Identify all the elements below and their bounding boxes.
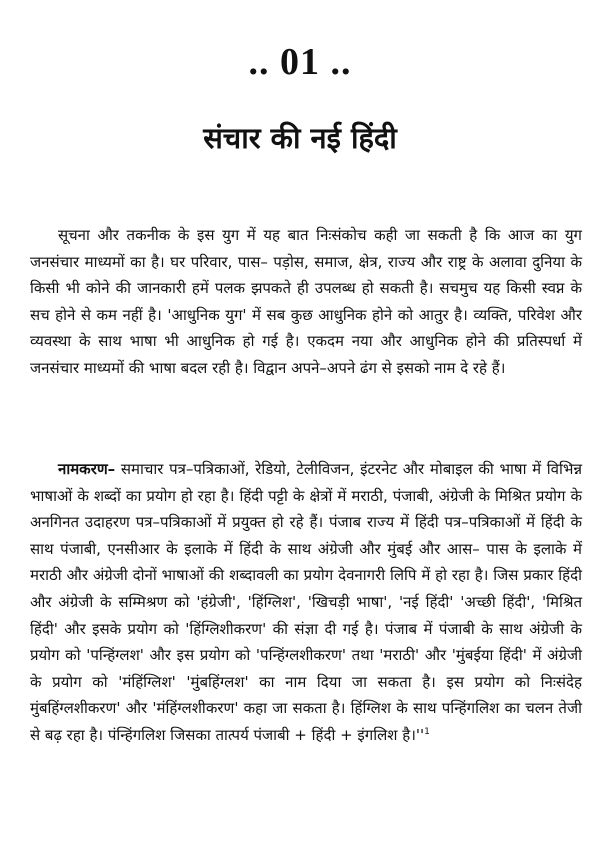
paragraph-naming [30, 456, 582, 749]
paragraph-intro [30, 222, 582, 382]
chapter-number: .. 01 .. [248, 41, 352, 83]
paragraph-intro-text: सूचना और तकनीक के इस युग में यह बात निःसंकोच कही जा सकती है कि आज का युग जनसंचार माध्यमों का है। घर परिवार, पास– पड़ोस, समाज, क्षेत्र, राज्य और राष्ट्र के अलावा दुनिया के किसी भी कोने की जानकारी हमें पलक झपकते ही उपलब्ध हो सकती है। सचमुच यह किसी स्वप्न के सच होने से कम नहीं है। 'आधुनिक युग' में सब कुछ आधुनिक होने को आतुर है। व्यक्ति, परिवेश और व्यवस्था के साथ भाषा भी आधुनिक हो गई है। एकदम नया और आधुनिक होने की प्रतिस्पर्धा में जनसंचार माध्यमों की भाषा बदल रही है। विद्वान अपने–अपने ढंग से इसको नाम दे रहे हैं। [30, 226, 582, 377]
paragraph-naming-text: समाचार पत्र–पत्रिकाओं, रेडियो, टेलीविजन, इंटरनेट और मोबाइल की भाषा में विभिन्न भाषाओं के शब्दों का प्रयोग हो रहा है। हिंदी पट्टी के क्षेत्रों में मराठी, पंजाबी, अंग्रेजी के मिश्रित प्रयोग के अनगिनत उदाहरण पत्र–पत्रिकाओं में प्रयुक्त हो रहे हैं। पंजाब राज्य में हिंदी पत्र–पत्रिकाओं में हिंदी के साथ पंजाबी, एनसीआर के इलाके में हिंदी के साथ अंग्रेजी और मुंबई और आस– पास के इलाके में मराठी और अंग्रेजी दोनों भाषाओं की शब्दावली का प्रयोग देवनागरी लिपि में हो रहा है। जिस प्रकार हिंदी और अंग्रेजी के सम्मिश्रण को 'हंग्रेजी', 'हिंग्लिश', 'खिचड़ी भाषा', 'नई हिंदी' 'अच्छी हिंदी', 'मिश्रित हिंदी' और इसके प्रयोग को 'हिंग्लिशीकरण' की संज्ञा दी गई है। पंजाब में पंजाबी के साथ अंग्रेजी के प्रयोग को 'पन्हिंग्लश' और इस प्रयोग को 'पन्हिंग्लशीकरण' तथा 'मराठी' और 'मुंबईया हिंदी' में अंग्रेजी के प्रयोग को 'मंहिंग्लिश' 'मुंबहिंग्लश' का नाम दिया जा सकता है। इस प्रयोग को निःसंदेह मुंबहिंग्लशीकरण' और 'मंहिंग्लशीकरण' कहा जा सकता है। हिंग्लिश के साथ पन्हिंगलिश का चलन तेजी से बढ़ रहा है। पंन्हिंगलिश जिसका तात्पर्य पंजाबी + हिंदी + इंगलिश है।'' [30, 460, 582, 744]
chapter-title: संचार की नई हिंदी [203, 121, 397, 155]
footnote-marker: 1 [424, 726, 430, 737]
paragraph-naming-heading: नामकरण– [58, 460, 116, 478]
